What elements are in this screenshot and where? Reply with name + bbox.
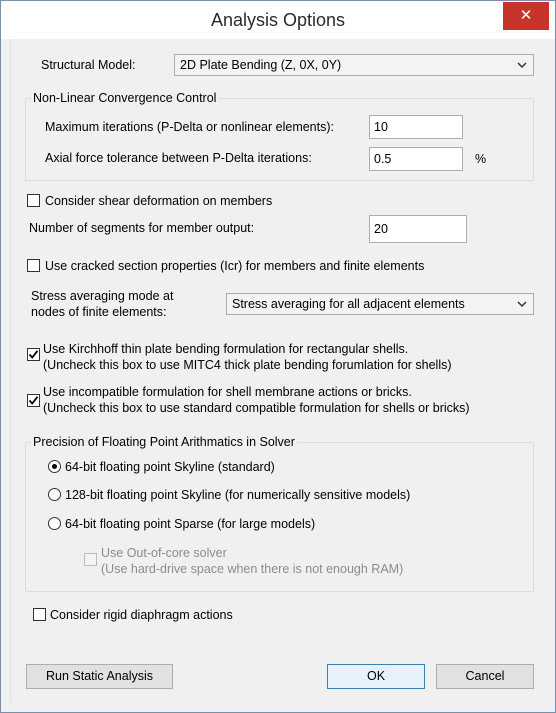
incompatible-label-line2[interactable]: (Uncheck this box to use standard compatible formulation for shells or bricks)	[43, 401, 470, 415]
max-iterations-input[interactable]	[369, 115, 463, 139]
structural-model-label: Structural Model:	[41, 58, 136, 72]
structural-model-value: 2D Plate Bending (Z, 0X, 0Y)	[180, 58, 342, 72]
precision-option-skyline-64-label[interactable]: 64-bit floating point Skyline (standard)	[65, 460, 275, 474]
precision-group-label: Precision of Floating Point Arithmatics in Solver	[33, 435, 295, 449]
stress-averaging-label-line1: Stress averaging mode at	[31, 289, 174, 303]
precision-radio-sparse-64[interactable]	[48, 517, 61, 530]
shear-deformation-label[interactable]: Consider shear deformation on members	[45, 194, 273, 208]
ok-button[interactable]: OK	[327, 664, 425, 689]
close-button[interactable]	[503, 2, 549, 30]
cracked-section-label[interactable]: Use cracked section properties (Icr) for members and finite elements	[45, 259, 425, 273]
stress-averaging-select[interactable]	[226, 293, 534, 315]
kirchhoff-label-line1[interactable]: Use Kirchhoff thin plate bending formulation for rectangular shells.	[43, 342, 409, 356]
kirchhoff-checkbox[interactable]	[27, 348, 40, 361]
rigid-diaphragm-checkbox[interactable]	[33, 608, 46, 621]
cancel-button[interactable]: Cancel	[436, 664, 534, 689]
segments-label: Number of segments for member output:	[29, 221, 255, 235]
precision-option-skyline-128-label[interactable]: 128-bit floating point Skyline (for numerically sensitive models)	[65, 488, 411, 502]
rigid-diaphragm-label[interactable]: Consider rigid diaphragm actions	[50, 608, 233, 622]
incompatible-checkbox[interactable]	[27, 394, 40, 407]
axial-tolerance-label: Axial force tolerance between P-Delta iterations:	[45, 151, 312, 165]
precision-radio-skyline-64[interactable]	[48, 460, 61, 473]
precision-radio-skyline-128[interactable]	[48, 488, 61, 501]
chevron-down-icon	[516, 58, 528, 72]
incompatible-label-line1[interactable]: Use incompatible formulation for shell membrane actions or bricks.	[43, 385, 412, 399]
chevron-down-icon	[516, 297, 528, 311]
title-bar	[1, 1, 555, 39]
window-title: Analysis Options	[210, 10, 346, 30]
out-of-core-checkbox[interactable]	[84, 553, 97, 566]
run-static-analysis-button[interactable]: Run Static Analysis	[26, 664, 173, 689]
out-of-core-label-line2: (Use hard-drive space when there is not enough RAM)	[101, 562, 404, 576]
kirchhoff-label-line2[interactable]: (Uncheck this box to use MITC4 thick plate bending forumlation for shells)	[43, 358, 452, 372]
segments-input[interactable]	[369, 215, 467, 243]
cracked-section-checkbox[interactable]	[27, 259, 40, 272]
stress-averaging-value: Stress averaging for all adjacent elements	[232, 297, 465, 311]
out-of-core-label-line1: Use Out-of-core solver	[101, 546, 227, 560]
close-icon: ✕	[519, 7, 533, 24]
nonlinear-group-label: Non-Linear Convergence Control	[33, 91, 217, 105]
dialog-content	[10, 39, 547, 703]
radio-selected-dot	[52, 464, 57, 469]
checkmark-icon	[28, 349, 39, 360]
axial-tolerance-unit: %	[475, 152, 487, 166]
checkmark-icon	[28, 395, 39, 406]
precision-option-sparse-64-label[interactable]: 64-bit floating point Sparse (for large models)	[65, 517, 316, 531]
structural-model-select[interactable]	[174, 54, 534, 76]
shear-deformation-checkbox[interactable]	[27, 194, 40, 207]
stress-averaging-label-line2: nodes of finite elements:	[31, 305, 167, 319]
axial-tolerance-input[interactable]	[369, 147, 463, 171]
max-iterations-label: Maximum iterations (P-Delta or nonlinear elements):	[45, 120, 334, 134]
